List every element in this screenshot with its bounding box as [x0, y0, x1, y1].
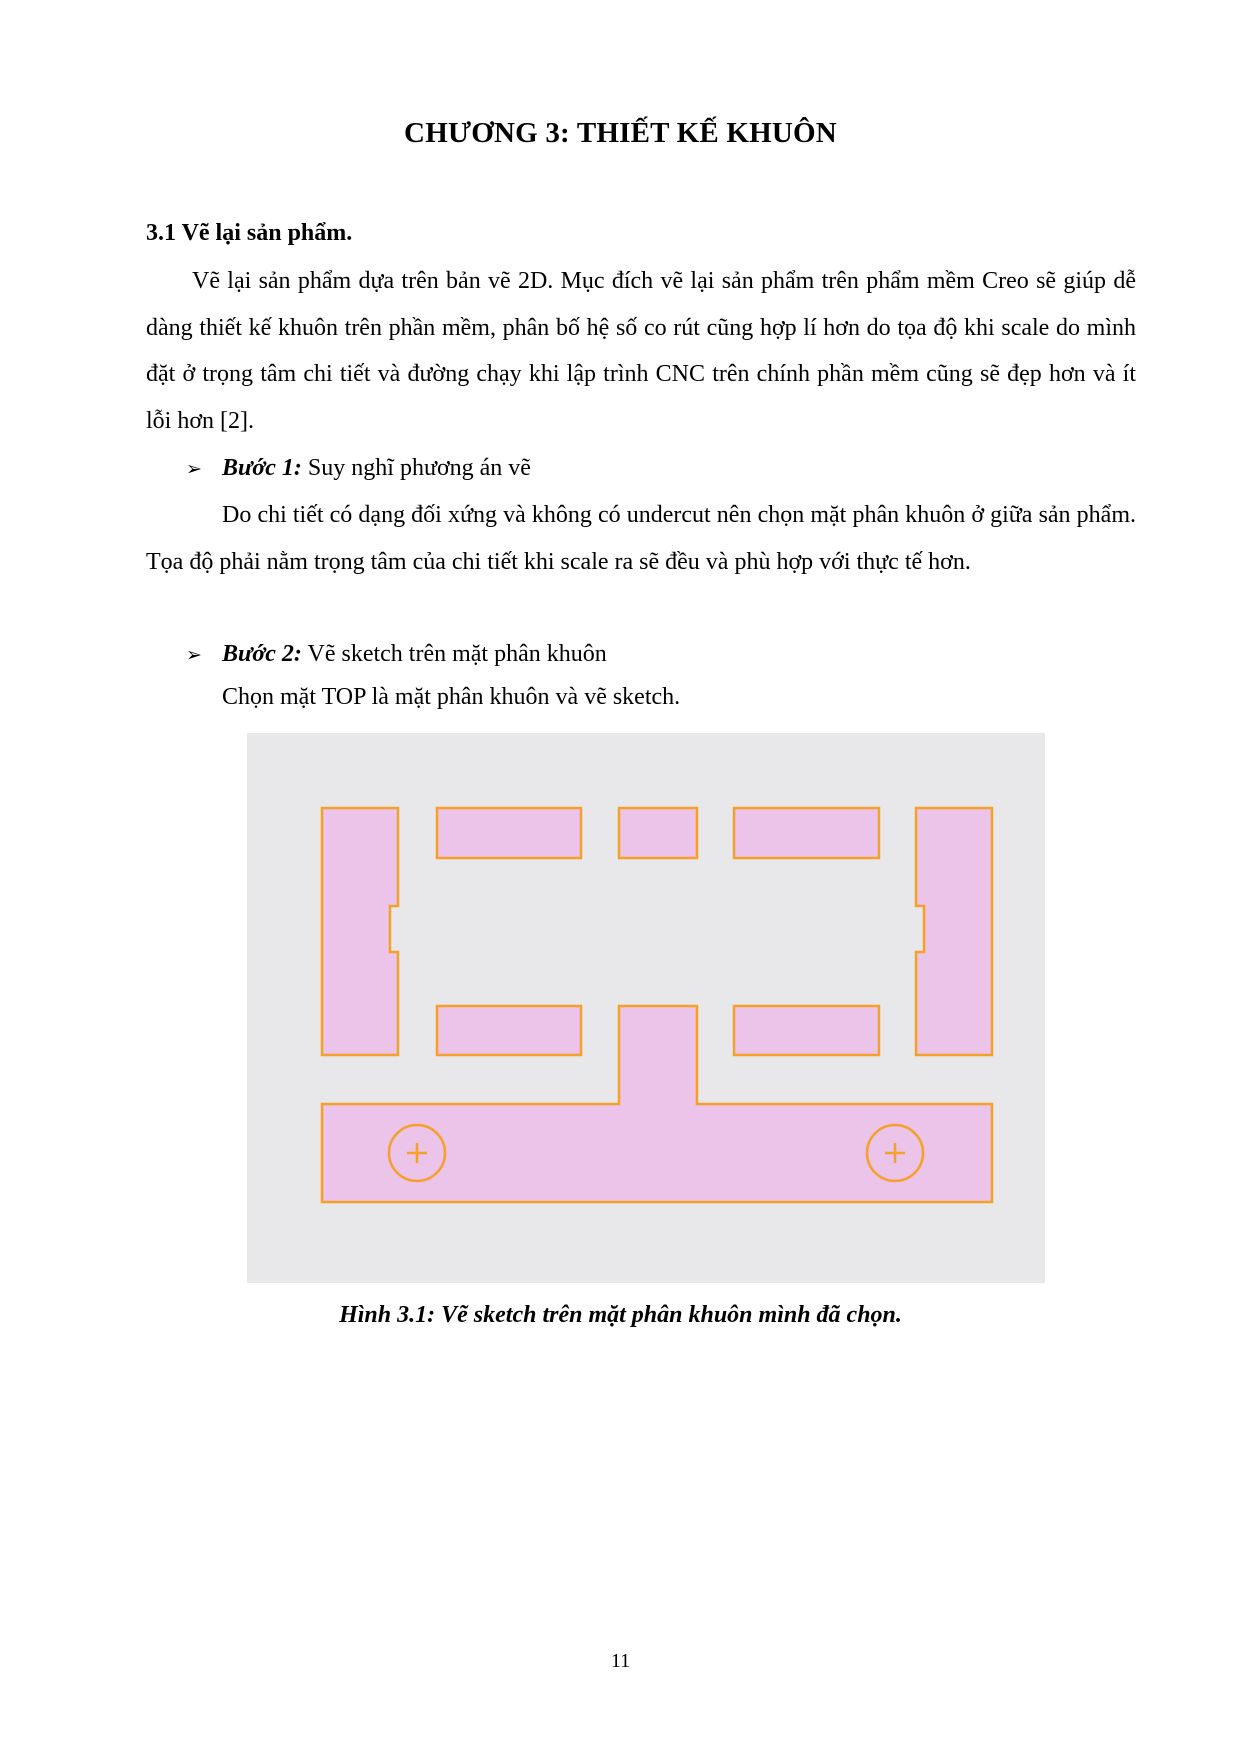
- step-1-body: Do chi tiết có dạng đối xứng và không có undercut nên chọn mặt phân khuôn ở giữa sản phẩm. Tọa độ phải nằm trọng tâm của chi tiết khi scale ra sẽ đều và phù hợp với thực tế hơn.: [146, 502, 1136, 575]
- top-rect-1: [437, 808, 581, 858]
- step-2-bullet: [186, 639, 607, 670]
- chapter-title: CHƯƠNG 3: THIẾT KẾ KHUÔN: [404, 117, 837, 149]
- middle-rect-right: [734, 1006, 879, 1055]
- step-2-title: Vẽ sketch trên mặt phân khuôn: [307, 641, 607, 667]
- step-2-body: Chọn mặt TOP là mặt phân khuôn và vẽ sketch.: [222, 684, 681, 710]
- middle-rect-left: [437, 1006, 581, 1055]
- step-1-bullet: [186, 453, 531, 484]
- step-2-label: Bước 2:: [222, 641, 302, 667]
- right-side-bar: [916, 808, 992, 1055]
- arrow-bullet-icon: ➢: [186, 644, 202, 666]
- arrow-bullet-icon: ➢: [186, 458, 202, 480]
- sketch-drawing: [247, 733, 1045, 1283]
- sketch-figure: [247, 733, 1045, 1283]
- left-side-bar: [322, 808, 398, 1055]
- figure-caption: Hình 3.1: Vẽ sketch trên mặt phân khuôn mình đã chọn.: [339, 1302, 902, 1328]
- top-rect-2: [734, 808, 879, 858]
- step-1-title: Suy nghĩ phương án vẽ: [307, 455, 531, 481]
- intro-paragraph: Vẽ lại sản phẩm dựa trên bản vẽ 2D. Mục đích vẽ lại sản phẩm trên phẩm mềm Creo sẽ giúp dễ dàng thiết kế khuôn trên phần mềm, phân bố hệ số co rút cũng hợp lí hơn do tọa độ khi scale do mình đặt ở trọng tâm chi tiết và đường chạy khi lập trình CNC trên chính phần mềm cũng sẽ đẹp hơn và ít lỗi hơn [2].: [146, 268, 1136, 434]
- step-1-label: Bước 1:: [222, 455, 302, 481]
- page-number: 11: [610, 1650, 631, 1672]
- section-heading: 3.1 Vẽ lại sản phẩm.: [146, 220, 353, 246]
- top-rect-center: [619, 808, 697, 858]
